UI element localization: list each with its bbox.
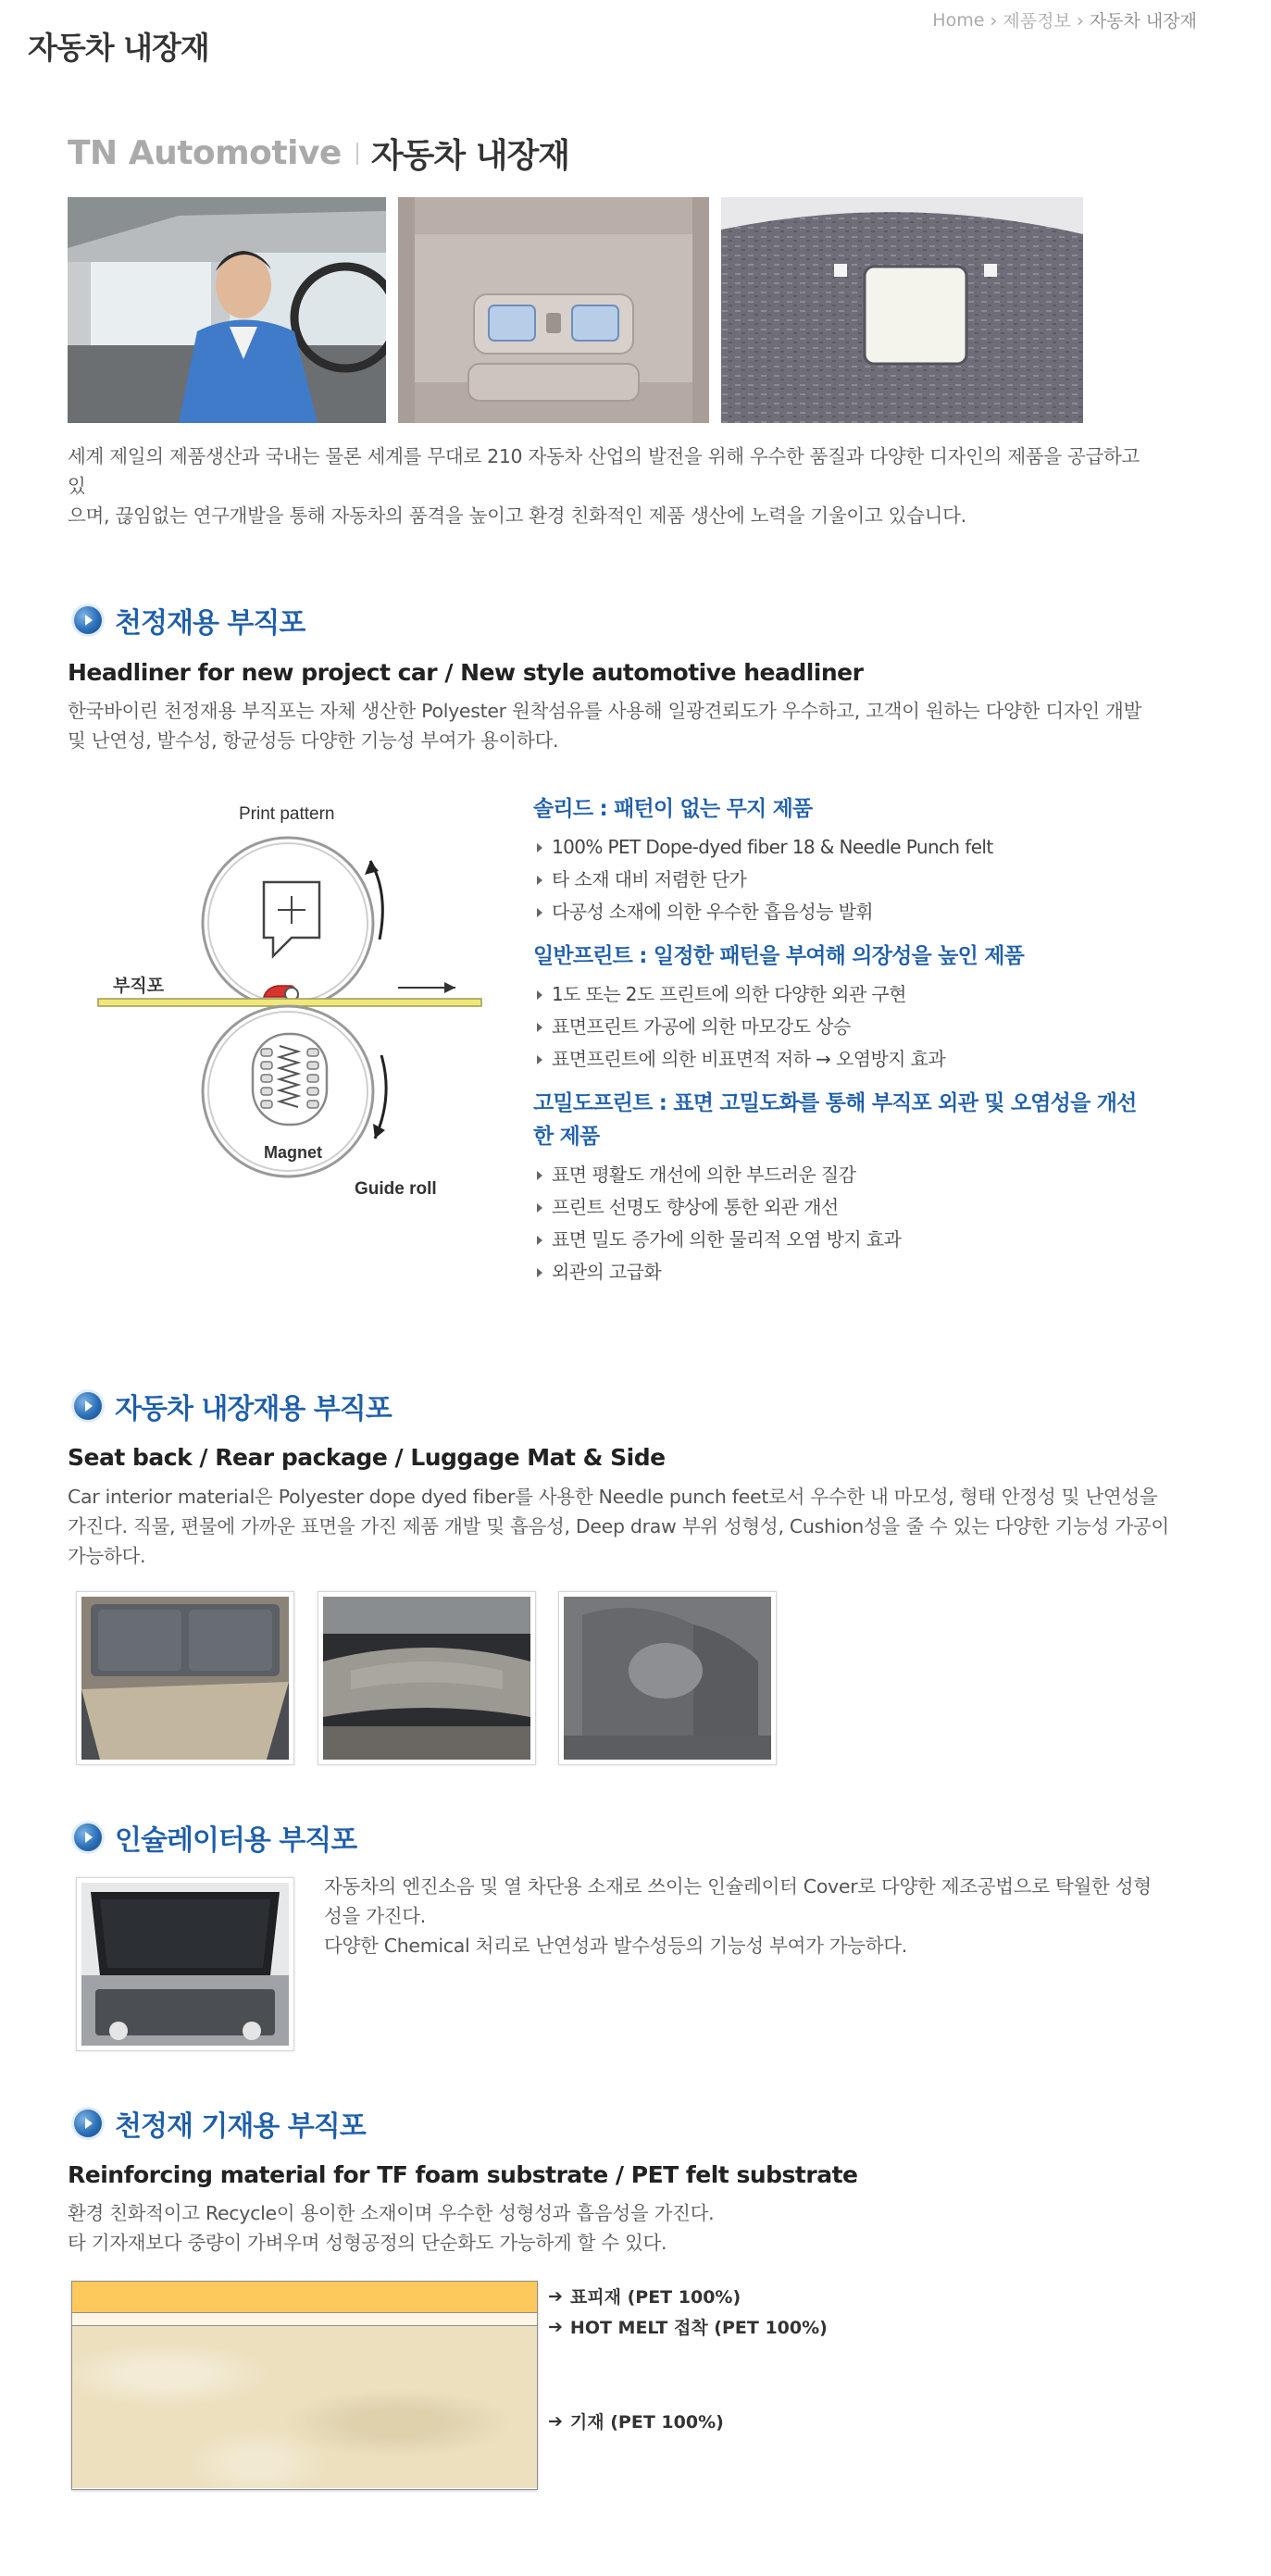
- headliner-panel-photo: [721, 197, 1083, 423]
- substrate-en-heading: Reinforcing material for TF foam substrate / PET felt substrate: [68, 2161, 858, 2188]
- section-bullet-icon: [74, 606, 102, 634]
- page-title: 자동차 내장재: [28, 30, 209, 66]
- hotmelt-layer: [72, 2313, 537, 2326]
- chevron-right-icon: ›: [1076, 8, 1084, 31]
- driver-photo: [68, 197, 386, 423]
- insulator-description: 자동차의 엔진소음 및 열 차단용 소재로 쓰이는 인슐레이터 Cover로 다양한 제조공법으로 탁월한 성형 성을 가진다. 다양한 Chemical 처리로 난연성과 발수성등의 기능성 부여가 가능하다.: [324, 1875, 1152, 1957]
- list-item: 표면프린트에 의한 비표면적 저하 → 오염방지 효과: [533, 1043, 1163, 1076]
- base-layer-label: ➔ 기재 (PET 100%): [548, 2410, 724, 2433]
- interior-description: Car interior material은 Polyester dope dyed fiber를 사용한 Needle punch feet로서 우수한 내 마모성, 형태 안정성 및 난연성을 가진다. 직물, 편물에 가까운 표면을 가진 제품 개발 및 흡음성, Deep draw 부위 성형성, Cushion성을 줄 수 있는 다양한 기능성 가공이 가능하다.: [68, 1486, 1169, 1567]
- headliner-feature-list: [533, 792, 1163, 1288]
- section-bullet-icon: [74, 2109, 102, 2137]
- rear-package-photo: [318, 1591, 536, 1765]
- breadcrumb-product-link[interactable]: 제품정보: [1003, 11, 1071, 31]
- engine-hood-photo: [76, 1877, 294, 2051]
- insulator-section-heading: 인슐레이터용 부직포: [74, 1817, 356, 1858]
- substrate-description: 환경 친화적이고 Recycle이 용이한 소재이며 우수한 성형성과 흡음성을 가진다. 타 기자재보다 중량이 가벼우며 성형공정의 단순화도 가능하게 할 수 있다.: [68, 2202, 715, 2254]
- feature-title-print: 일반프린트 : 일정한 패턴을 부여해 의장성을 높인 제품: [533, 944, 1025, 968]
- list-item: 표면 밀도 증가에 의한 물리적 오염 방지 효과: [533, 1224, 1163, 1256]
- breadcrumb-current: 자동차 내장재: [1089, 11, 1197, 31]
- list-item: 타 소재 대비 저렴한 단가: [533, 864, 1163, 896]
- headliner-lamp-photo: [398, 197, 709, 423]
- section-bullet-icon: [74, 1392, 102, 1420]
- surface-layer: [72, 2282, 537, 2313]
- magnet-label: Magnet: [264, 1143, 322, 1162]
- intro-description: 세계 제일의 제품생산과 국내는 물론 세계를 무대로 210 자동차 산업의 발전을 위해 우수한 품질과 다양한 디자인의 제품을 공급하고 있 으며, 끊임없는 연구개발을 통해 자동차의 품격을 높이고 환경 친화적인 제품 생산에 노력을 기울이고 있습니다.: [68, 445, 1140, 527]
- print-process-diagram: [93, 791, 491, 1226]
- guide-roll-label: Guide roll: [355, 1179, 437, 1199]
- list-item: 1도 또는 2도 프린트에 의한 다양한 외관 구현: [533, 978, 1163, 1011]
- headliner-en-heading: Headliner for new project car / New style automotive headliner: [68, 659, 864, 686]
- print-pattern-label: Print pattern: [239, 804, 335, 824]
- heading-divider: [356, 143, 358, 165]
- list-item: 표면프린트 가공에 의한 마모강도 상승: [533, 1011, 1163, 1043]
- arrow-right-icon: ➔: [548, 2285, 563, 2307]
- arrow-right-icon: ➔: [548, 2410, 563, 2432]
- layer-stack-diagram: [71, 2281, 538, 2490]
- list-item: 100% PET Dope-dyed fiber 18 & Needle Punch felt: [533, 831, 1163, 864]
- headliner-description: 한국바이린 천정재용 부직포는 자체 생산한 Polyester 원착섬유를 사용해 일광견뢰도가 우수하고, 고객이 원하는 다양한 디자인 개발 및 난연성, 발수성, 항균성등 다양한 기능성 부여가 용이하다.: [68, 700, 1142, 752]
- luggage-side-photo: [558, 1591, 777, 1765]
- list-item: 다공성 소재에 의한 우수한 흡음성능 발휘: [533, 896, 1163, 928]
- substrate-section-heading: 천정재 기재용 부직포: [74, 2103, 366, 2144]
- chevron-right-icon: ›: [990, 8, 998, 31]
- section-bullet-icon: [74, 1823, 102, 1851]
- headliner-section-heading: 천정재용 부직포: [74, 600, 305, 641]
- arrow-right-icon: ➔: [548, 2316, 563, 2337]
- interior-section-heading: 자동차 내장재용 부직포: [74, 1386, 392, 1426]
- seat-back-photo: [76, 1591, 294, 1765]
- feature-title-highdensity: 고밀도프린트 : 표면 고밀도화를 통해 부직포 외관 및 오염성을 개선 한 제품: [533, 1091, 1137, 1149]
- fabric-label: 부직포: [113, 977, 165, 996]
- brand-name: TN Automotive: [68, 134, 342, 172]
- breadcrumb-home-link[interactable]: Home: [932, 9, 985, 31]
- breadcrumb: [932, 7, 1197, 32]
- brand-subtitle: 자동차 내장재: [370, 137, 570, 175]
- list-item: 표면 평활도 개선에 의한 부드러운 질감: [533, 1159, 1163, 1191]
- surface-layer-label: ➔ 표피재 (PET 100%): [548, 2285, 741, 2308]
- interior-en-heading: Seat back / Rear package / Luggage Mat & Side: [68, 1444, 666, 1471]
- list-item: 외관의 고급화: [533, 1256, 1163, 1288]
- feature-title-solid: 솔리드 : 패턴이 없는 무지 제품: [533, 797, 813, 821]
- base-layer: [72, 2326, 537, 2488]
- hotmelt-layer-label: ➔ HOT MELT 접착 (PET 100%): [548, 2316, 828, 2338]
- brand-heading: [68, 130, 569, 177]
- list-item: 프린트 선명도 향상에 통한 외관 개선: [533, 1191, 1163, 1224]
